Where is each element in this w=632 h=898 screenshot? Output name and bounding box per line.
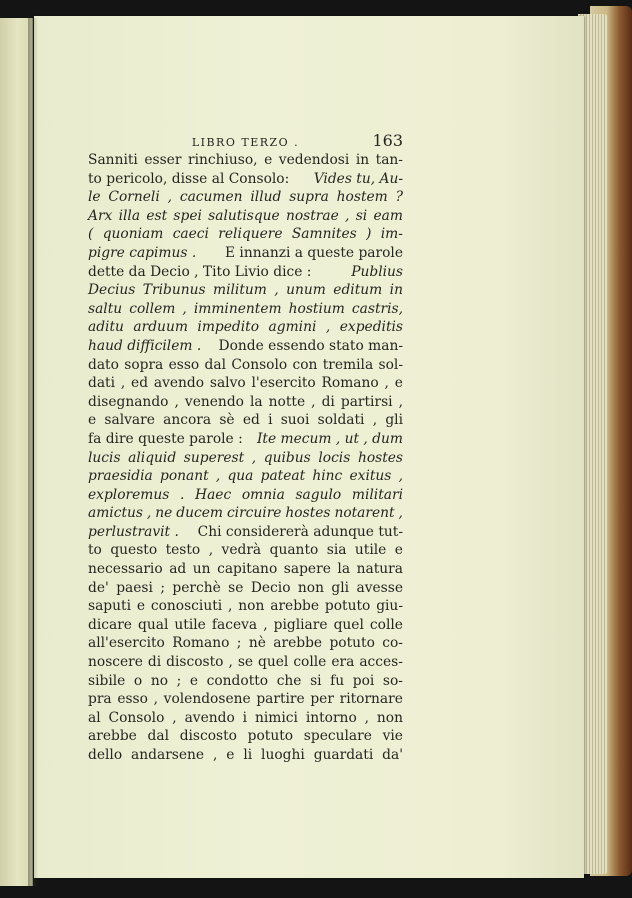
- text-segment: Donde essendo stato man-: [218, 337, 403, 354]
- text-line: [88, 541, 403, 560]
- latin-quote-segment: lucis aliquid superest , quibus locis hostes: [88, 449, 403, 466]
- latin-quote-segment: ( quoniam caeci reliquere Samnites ) im-: [88, 226, 403, 243]
- latin-quote-segment: exploremus . Haec omnia sagulo militari: [88, 486, 403, 503]
- spine-shadow: [28, 18, 38, 886]
- text-line: [88, 188, 403, 207]
- text-line: [88, 244, 403, 263]
- text-line: [88, 393, 403, 412]
- text-segment: to questo testo , vedrà quanto sia utile e: [88, 542, 403, 559]
- page-number: 163: [372, 131, 403, 150]
- running-title: LIBRO TERZO .: [191, 136, 300, 149]
- text-line: [88, 746, 403, 765]
- text-line: [88, 263, 403, 282]
- text-segment: E innanzi a queste parole: [224, 244, 403, 261]
- latin-quote-segment: pigre capimus .: [88, 244, 197, 261]
- text-segment: disegnando , venendo la notte , di partirsi ,: [88, 393, 403, 410]
- latin-quote-segment: perlustravit .: [88, 523, 179, 540]
- page-text-block: [88, 131, 403, 765]
- text-line: [88, 225, 403, 244]
- text-segment: Sanniti esser rinchiuso, e vedendosi in tan-: [88, 152, 403, 168]
- latin-quote-segment: saltu collem , imminentem hostium castris,: [88, 300, 403, 317]
- text-segment: noscere di discosto , se quel colle era acces-: [88, 654, 403, 671]
- latin-quote-segment: Decius Tribunus militum , unum editum in: [88, 282, 403, 299]
- latin-quote-segment: aditu arduum impedito agmini , expeditis: [88, 319, 403, 336]
- text-line: [88, 449, 403, 468]
- latin-quote-segment: le Corneli , cacumen illud supra hostem ?: [88, 189, 403, 206]
- text-segment: dati , ed avendo salvo l'esercito Romano , e: [88, 375, 403, 392]
- text-line: [88, 597, 403, 616]
- text-segment: saputi e conosciuti , non arebbe potuto giu-: [88, 598, 403, 615]
- text-line: [88, 653, 403, 672]
- page-header: [88, 131, 403, 150]
- text-line: [88, 411, 403, 430]
- text-segment: Chi considererà adunque tut-: [197, 523, 403, 540]
- text-line: [88, 672, 403, 691]
- body-text: [88, 151, 403, 765]
- text-line: [88, 579, 403, 598]
- text-line: [88, 727, 403, 746]
- text-line: [88, 151, 403, 170]
- text-line: [88, 467, 403, 486]
- text-line: [88, 616, 403, 635]
- text-segment: dato sopra esso dal Consolo con tremila sol-: [88, 356, 403, 373]
- text-line: [88, 318, 403, 337]
- latin-quote-segment: amictus , ne ducem circuire hostes notarent ,: [88, 505, 403, 522]
- latin-quote-segment: Vides tu, Au-: [313, 170, 403, 187]
- text-segment: fa dire queste parole :: [88, 430, 243, 447]
- latin-quote-segment: Publius: [351, 263, 403, 280]
- text-line: [88, 337, 403, 356]
- text-line: [88, 690, 403, 709]
- text-line: [88, 430, 403, 449]
- text-segment: dette da Decio , Tito Livio dice :: [88, 263, 312, 280]
- text-segment: all'esercito Romano ; nè arebbe potuto co-: [88, 635, 403, 652]
- text-segment: de' paesi ; perchè se Decio non gli avesse: [88, 579, 403, 596]
- latin-quote-segment: Ite mecum , ut , dum: [256, 430, 403, 447]
- text-line: [88, 170, 403, 189]
- text-segment: to pericolo, disse al Consolo:: [88, 170, 290, 187]
- text-segment: sibile o no ; e condotto che si fu poi so-: [88, 672, 403, 689]
- text-line: [88, 523, 403, 542]
- latin-quote-segment: praesidia ponant , qua pateat hinc exitus ,: [88, 468, 403, 485]
- text-segment: necessario ad un capitano sapere la natura: [88, 561, 403, 578]
- text-segment: dello andarsene , e li luoghi guardati da': [88, 747, 403, 763]
- text-line: [88, 634, 403, 653]
- text-line: [88, 207, 403, 226]
- text-line: [88, 300, 403, 319]
- text-segment: e salvare ancora sè ed i suoi soldati , gli: [88, 412, 403, 429]
- text-segment: al Consolo , avendo i nimici intorno , non: [88, 709, 403, 726]
- text-segment: pra esso , volendosene partire per ritornare: [88, 691, 403, 708]
- latin-quote-segment: haud difficilem .: [88, 337, 202, 354]
- text-line: [88, 486, 403, 505]
- text-segment: dicare qual utile faceva , pigliare quel colle: [88, 616, 403, 633]
- text-segment: arebbe dal discosto potuto speculare vie: [88, 728, 403, 745]
- text-line: [88, 560, 403, 579]
- text-line: [88, 281, 403, 300]
- text-line: [88, 374, 403, 393]
- text-line: [88, 504, 403, 523]
- text-line: [88, 356, 403, 375]
- latin-quote-segment: Arx illa est spei salutisque nostrae , si eam: [88, 207, 403, 224]
- text-line: [88, 709, 403, 728]
